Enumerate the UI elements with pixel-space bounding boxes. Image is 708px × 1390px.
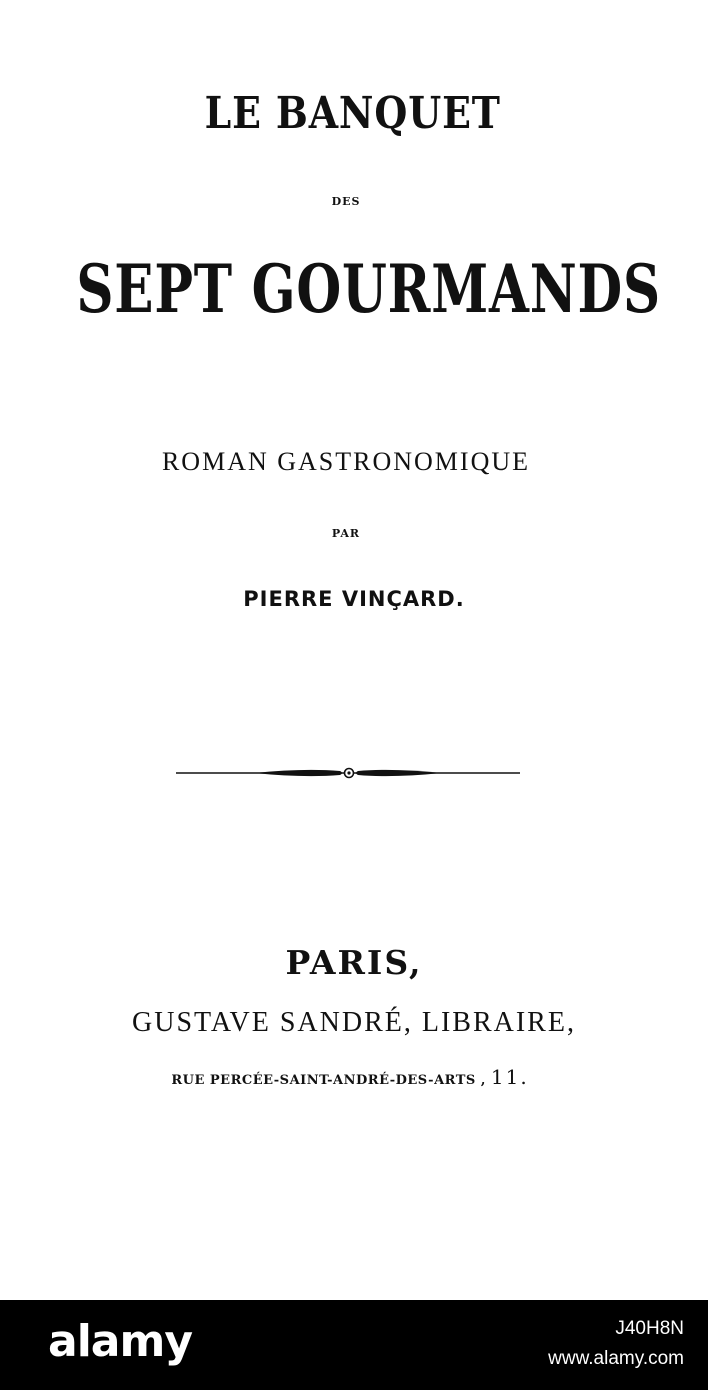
stock-image-id: J40H8N xyxy=(615,1318,684,1339)
watermark-banner xyxy=(0,1300,708,1390)
address-street: RUE PERCÉE-SAINT-ANDRÉ-DES-ARTS , xyxy=(171,1073,486,1088)
by-line: PAR xyxy=(331,527,361,540)
publisher-name: GUSTAVE SANDRÉ, LIBRAIRE, xyxy=(132,1007,576,1038)
publication-city: PARIS, xyxy=(285,943,423,982)
author-name: PIERRE VINÇARD. xyxy=(243,587,465,611)
title-connector: DES xyxy=(331,195,361,208)
ornamental-rule-icon xyxy=(174,762,522,784)
publisher-address xyxy=(0,1065,704,1089)
stock-url: www.alamy.com xyxy=(548,1348,684,1369)
address-number: 11. xyxy=(490,1065,529,1089)
title-line-1: LE BANQUET xyxy=(204,88,501,139)
title-line-2: SEPT GOURMANDS xyxy=(76,250,661,328)
alamy-logo: alamy xyxy=(48,1316,192,1367)
subtitle: ROMAN GASTRONOMIQUE xyxy=(161,447,531,476)
